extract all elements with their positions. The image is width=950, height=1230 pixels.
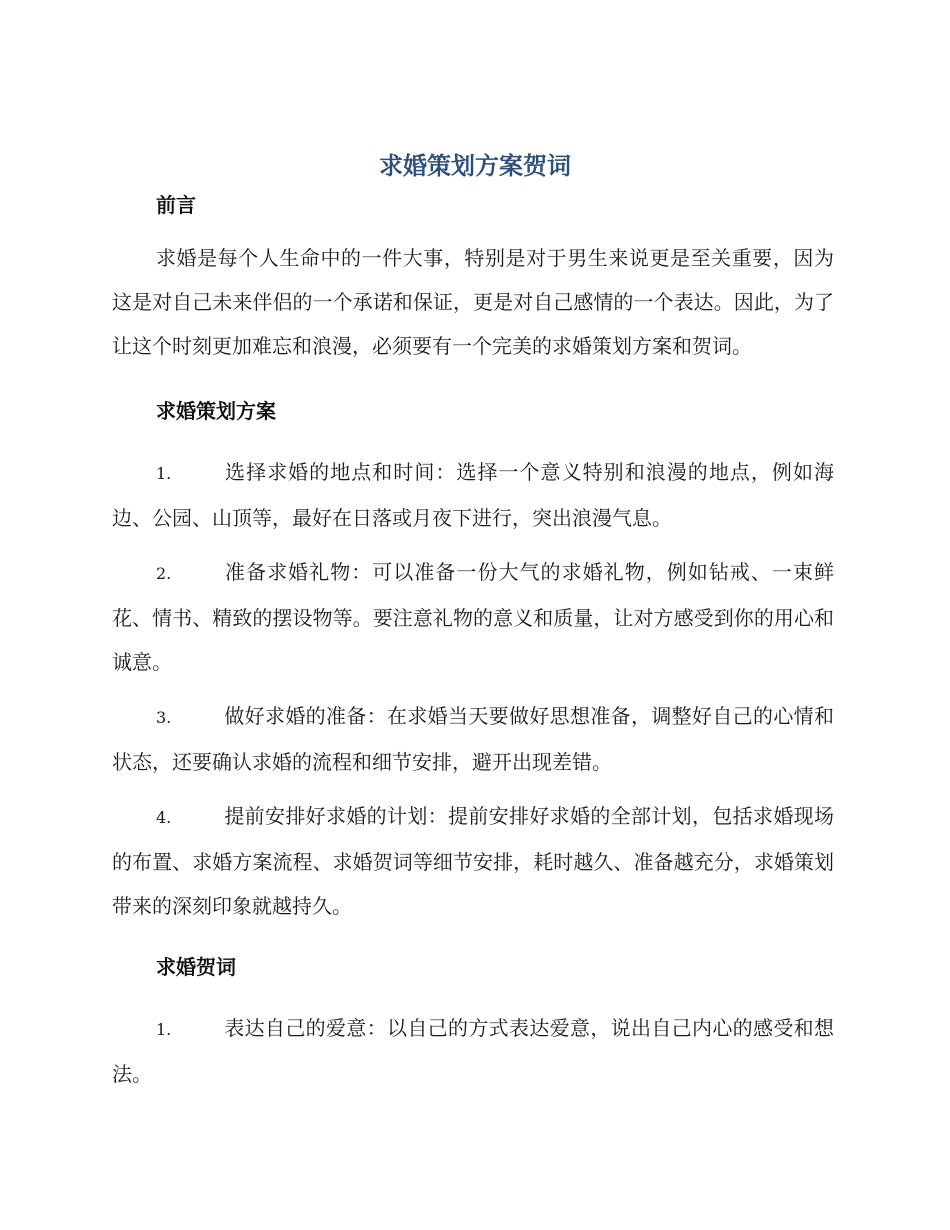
document-title: 求婚策划方案贺词 bbox=[379, 152, 571, 180]
list-number: 1. bbox=[156, 1020, 172, 1039]
section-heading-plan: 求婚策划方案 bbox=[156, 399, 276, 423]
list-item-text: 准备求婚礼物：可以准备一份大气的求婚礼物，例如钻戒、一束鲜花、情书、精致的摆设物等。要注意礼物的意义和质量，让对方感受到你的用心和诚意。 bbox=[112, 560, 834, 674]
speech-item-1 bbox=[112, 1006, 834, 1096]
plan-item-1 bbox=[112, 450, 834, 540]
plan-item-2 bbox=[112, 550, 834, 684]
list-number: 2. bbox=[156, 564, 172, 583]
list-number: 3. bbox=[156, 708, 172, 727]
section-heading-speech: 求婚贺词 bbox=[156, 955, 236, 979]
list-number: 4. bbox=[156, 808, 172, 827]
list-item-text: 提前安排好求婚的计划：提前安排好求婚的全部计划，包括求婚现场的布置、求婚方案流程、求婚贺词等细节安排，耗时越久、准备越充分，求婚策划带来的深刻印象就越持久。 bbox=[112, 804, 834, 918]
plan-item-4 bbox=[112, 794, 834, 928]
list-item-text: 做好求婚的准备：在求婚当天要做好思想准备，调整好自己的心情和状态，还要确认求婚的流程和细节安排，避开出现差错。 bbox=[112, 704, 834, 774]
preface-paragraph: 求婚是每个人生命中的一件大事，特别是对于男生来说更是至关重要，因为这是对自己未来伴侣的一个承诺和保证，更是对自己感情的一个表达。因此，为了让这个时刻更加难忘和浪漫，必须要有一个完美的求婚策划方案和贺词。 bbox=[112, 246, 834, 358]
plan-item-3 bbox=[112, 694, 834, 784]
document-body bbox=[112, 190, 834, 1096]
section-heading-preface: 前言 bbox=[156, 193, 196, 217]
list-number: 1. bbox=[156, 464, 172, 483]
list-item-text: 选择求婚的地点和时间：选择一个意义特别和浪漫的地点，例如海边、公园、山顶等，最好在日落或月夜下进行，突出浪漫气息。 bbox=[112, 460, 834, 530]
list-item-text: 表达自己的爱意：以自己的方式表达爱意，说出自己内心的感受和想法。 bbox=[112, 1016, 834, 1086]
